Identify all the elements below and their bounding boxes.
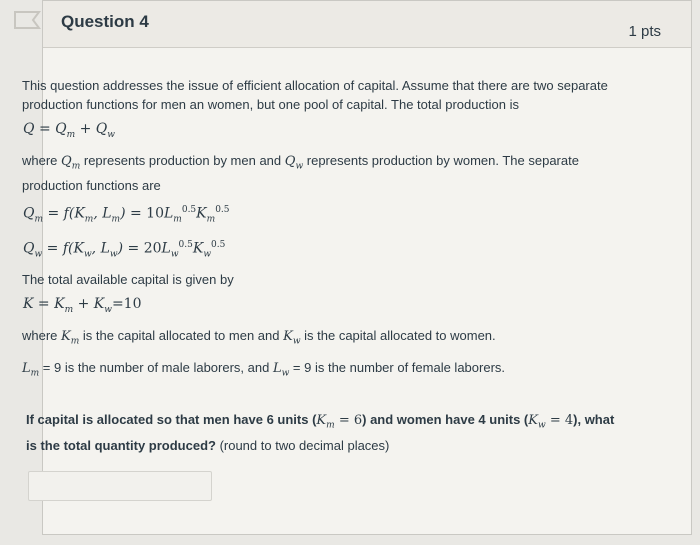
question-points: 1 pts xyxy=(628,23,661,40)
capital-text: The total available capital is given by xyxy=(22,272,234,288)
answer-input[interactable] xyxy=(28,471,212,501)
question-header xyxy=(43,1,691,48)
where-q-text: where $Q_m$ represents production by men and $Q_w$ represents production by women. The separate production functions are xyxy=(22,152,579,194)
equation-qw: $Q_w = f(K_w$, $L_w) = 20L_w^{0.5}K_w^{0.5}$ xyxy=(23,239,226,260)
intro-text: This question addresses the issue of efficient allocation of capital. Assume that there are two separate production functions for men an women, but one pool of capital. The total production is xyxy=(22,78,608,112)
where-k-text: where $K_m$ is the capital allocated to men and $K_w$ is the capital allocated to women. xyxy=(22,328,496,347)
equation-total-production: $Q = Q_m + Q_w$ xyxy=(23,121,115,140)
question-title: Question 4 xyxy=(61,12,149,31)
labor-text: $L_m = 9$ is the number of male laborers, and $L_w = 9$ is the number of female laborers. xyxy=(22,359,506,379)
question-body xyxy=(22,76,612,389)
question-prompt: If capital is allocated so that men have 6 units $(K_m = 6)$ and women have 4 units $(K_w = 4)$, what is the total quantity produced? (round to two decimal places) xyxy=(26,412,615,453)
bookmark-flag-icon[interactable] xyxy=(13,9,43,31)
equation-capital: $K = K_m + K_w=10$ xyxy=(23,296,142,316)
equation-qm: $Q_m = f(K_m$, $L_m) = 10L_m^{0.5}K_m^{0.5}$ xyxy=(23,205,230,225)
